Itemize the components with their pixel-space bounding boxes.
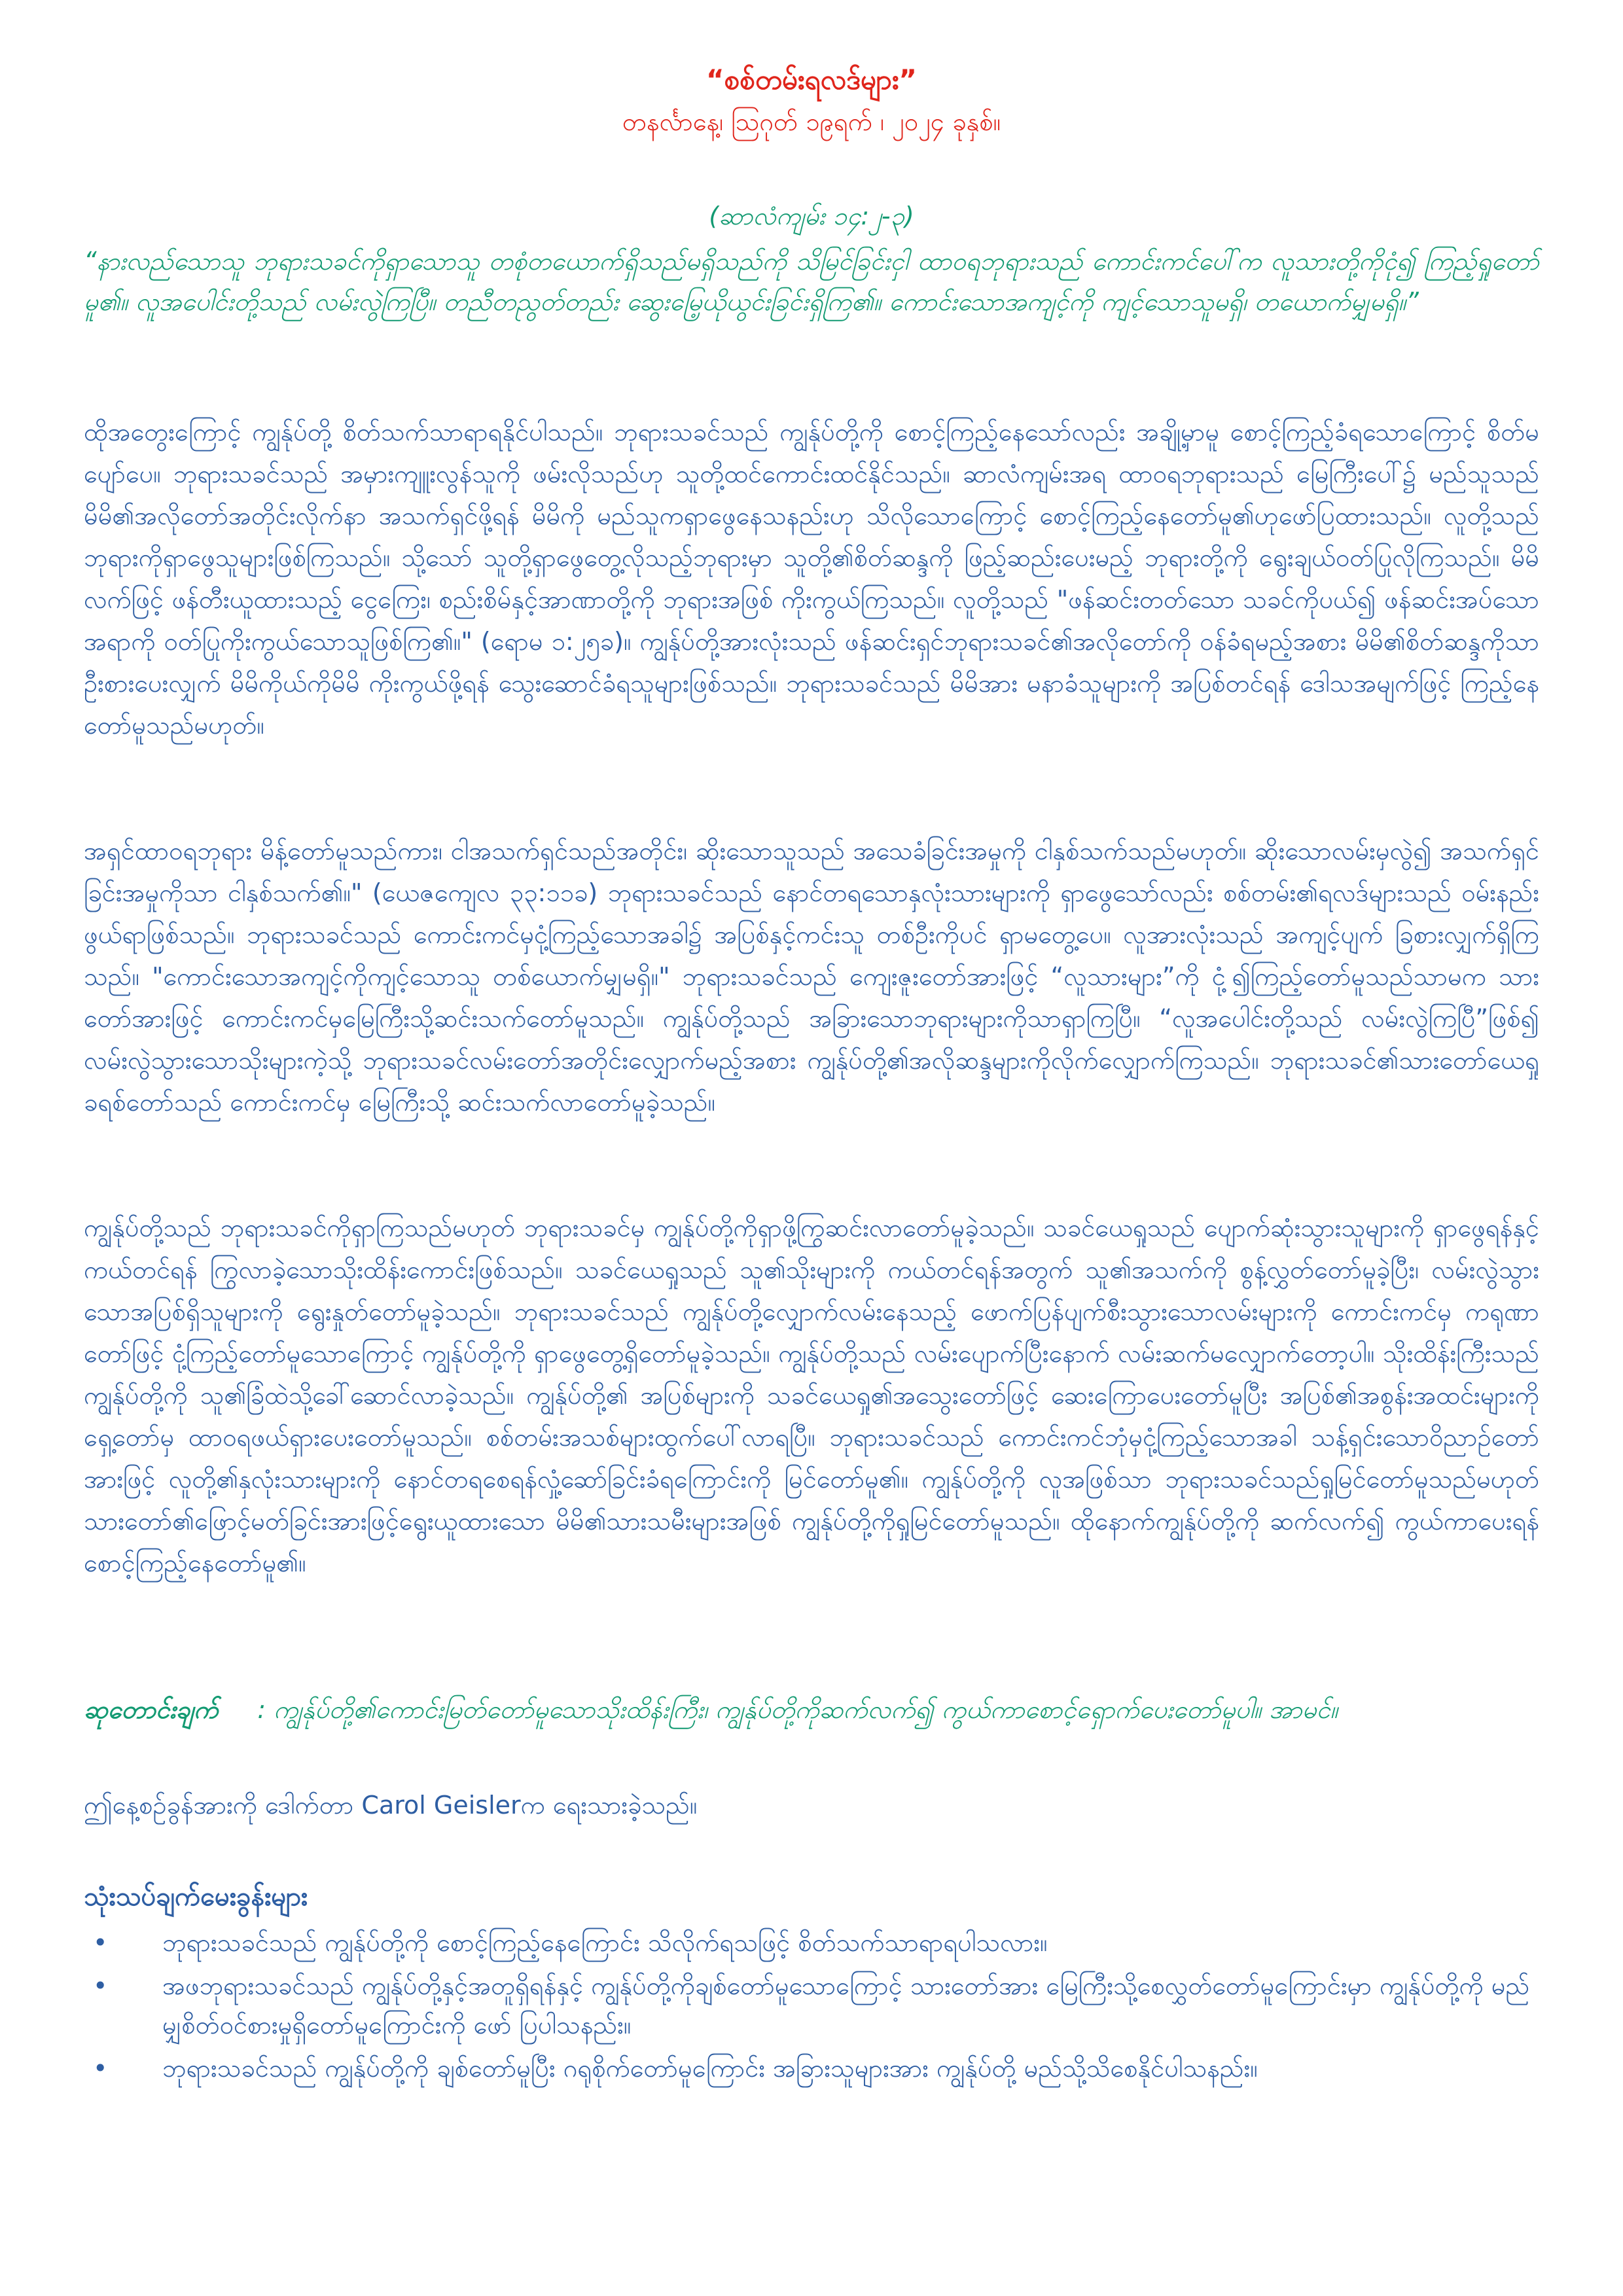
bullet-icon: • — [93, 1971, 108, 2000]
question-text: အဖဘုရားသခင်သည် ကျွန်ုပ်တို့နှင့်အတူရှိရန်နှင့် ကျွန်ုပ်တို့ကိုချစ်တော်မူသောကြောင့် သားတော်အား မြေကြီးသို့စေလွှတ်တော်မူကြောင်းမှာ ကျွန်ုပ်တို့ကို မည်မျှစိတ်ဝင်စားမှုရှိတော်မူကြောင်းကို ဖော် ပြပါသနည်း။ — [162, 1971, 1530, 2039]
prayer-text: : ကျွန်ုပ်တို့၏ကောင်းမြတ်တော်မူသောသိုးထိန်းကြီး၊ ကျွန်ုပ်တို့ကိုဆက်လက်၍ ကွယ်ကာစောင့်ရှောက်ပေးတော်မူပါ။ အာမင်။ — [257, 1695, 1338, 1724]
reflection-questions — [84, 1923, 1539, 2092]
list-item — [84, 2049, 1539, 2088]
body-paragraph-3: ကျွန်ုပ်တို့သည် ဘုရားသခင်ကိုရှာကြသည်မဟုတ် ဘုရားသခင်မှ ကျွန်ုပ်တို့ကိုရှာဖို့ကြွဆင်းလာတော်မူခဲ့သည်။ သခင်ယေရှုသည် ပျောက်ဆုံးသွားသူများကို ရှာဖွေရန်နှင့်ကယ်တင်ရန် ကြွလာခဲ့သောသိုးထိန်းကောင်းဖြစ်သည်။ သခင်ယေရှုသည် သူ၏သိုးများကို ကယ်တင်ရန်အတွက် သူ၏အသက်ကို စွန့်လွှတ်တော်မူခဲ့ပြီး၊ လမ်းလွဲသွားသောအပြစ်ရှိသူများကို ရွေးနှုတ်တော်မူခဲ့သည်။ ဘုရားသခင်သည် ကျွန်ုပ်တို့လျှောက်လမ်းနေသည့် ဖောက်ပြန်ပျက်စီးသွားသောလမ်းများကို ကောင်းကင်မှ ကရုဏာတော်ဖြင့် ငုံ့ကြည့်တော်မူသောကြောင့် ကျွန်ုပ်တို့ကို ရှာဖွေတွေ့ရှိတော်မူခဲ့သည်။ ကျွန်ုပ်တို့သည် လမ်းပျောက်ပြီးနောက် လမ်းဆက်မလျှောက်တော့ပါ။ သိုးထိန်းကြီးသည် ကျွန်ုပ်တို့ကို သူ၏ခြံထဲသို့ခေါ်ဆောင်လာခဲ့သည်။ ကျွန်ုပ်တို့၏ အပြစ်များကို သခင်ယေရှု၏အသွေးတော်ဖြင့် ဆေးကြောပေးတော်မူပြီး အပြစ်၏အစွန်းအထင်းများကို ရှေ့တော်မှ ထာဝရဖယ်ရှားပေးတော်မူသည်။ စစ်တမ်းအသစ်များထွက်ပေါ်လာရပြီ။ ဘုရားသခင်သည် ကောင်းကင်ဘုံမှငုံ့ကြည့်သောအခါ သန့်ရှင်းသောဝိညာဉ်တော်အားဖြင့် လူတို့၏နှလုံးသားများကို နောင်တရစေရန်လှုံ့ဆော်ခြင်းခံရကြောင်းကို မြင်တော်မူ၏။ ကျွန်ုပ်တို့ကို လူအဖြစ်သာ ဘုရားသခင်သည်ရှုမြင်တော်မူသည်မဟုတ် သားတော်၏ဖြောင့်မတ်ခြင်းအားဖြင့်ရွေးယူထားသော မိမိ၏သားသမီးများအဖြစ် ကျွန်ုပ်တို့ကိုရှုမြင်တော်မူသည်။ ထိုနောက်ကျွန်ုပ်တို့ကို ဆက်လက်၍ ကွယ်ကာပေးရန်စောင့်ကြည့်နေတော်မူ၏။ — [84, 1213, 1539, 1577]
scripture-reference: (ဆာလံကျမ်း ၁၄:၂-၃) — [709, 202, 914, 230]
question-text: ဘုရားသခင်သည် ကျွန်ုပ်တို့ကို ချစ်တော်မူပြီး ဂရုစိုက်တော်မူကြောင်း အခြားသူများအား ကျွန်ုပ်တို့ မည်သို့သိစေနိုင်ပါသနည်း။ — [162, 2054, 1258, 2083]
page-title: “စစ်တမ်းရလဒ်များ” — [706, 63, 917, 96]
prayer — [84, 1690, 1539, 1729]
prayer-label: ဆုတောင်းချက် — [84, 1695, 219, 1724]
scripture-text: “နားလည်သောသူ ဘုရားသခင်ကိုရှာသောသူ တစုံတယောက်ရှိသည်မရှိသည်ကို သိမြင်ခြင်းငှါ ထာဝရဘုရားသည် ကောင်းကင်ပေါ်က လူသားတို့ကိုငုံ၍ ကြည့်ရှုတော်မူ၏။ လူအပေါင်းတို့သည် လမ်းလွဲကြပြီ။ တညီတညွတ်တည်း ဆွေးမြေ့ယိုယွင်းခြင်းရှိကြ၏။ ကောင်းသောအကျင့်ကို ကျင့်သောသူမရှိ၊ တယောက်မျှမရှိ။” — [84, 247, 1539, 316]
list-item — [84, 1923, 1539, 1962]
body-paragraph-1: ထိုအတွေးကြောင့် ကျွန်ုပ်တို့ စိတ်သက်သာရာရနိုင်ပါသည်။ ဘုရားသခင်သည် ကျွန်ုပ်တို့ကို စောင့်ကြည့်နေသော်လည်း အချို့မှာမူ စောင့်ကြည့်ခံရသောကြောင့် စိတ်မပျော်ပေ။ ဘုရားသခင်သည် အမှားကျူးလွန်သူကို ဖမ်းလိုသည်ဟု သူတို့ထင်ကောင်းထင်နိုင်သည်။ ဆာလံကျမ်းအရ ထာဝရဘုရားသည် မြေကြီးပေါ်၌ မည်သူသည် မိမိ၏အလိုတော်အတိုင်းလိုက်နာ အသက်ရှင်ဖို့ရန် မိမိကို မည်သူကရှာဖွေနေသနည်းဟု သိလိုသောကြောင့် စောင့်ကြည့်နေတော်မူ၏ဟုဖော်ပြထားသည်။ လူတို့သည် ဘုရားကိုရှာဖွေသူများဖြစ်ကြသည်။ သို့သော် သူတို့ရှာဖွေတွေ့လိုသည့်ဘုရားမှာ သူတို့၏စိတ်ဆန္ဒကို ဖြည့်ဆည်းပေးမည့် ဘုရားတို့ကို ရွေးချယ်ဝတ်ပြုလိုကြသည်။ မိမိလက်ဖြင့် ဖန်တီးယူထားသည့် ငွေကြေး၊ စည်းစိမ်နှင့်အာဏာတို့ကို ဘုရားအဖြစ် ကိုးကွယ်ကြသည်။ လူတို့သည် "ဖန်ဆင်းတတ်သော သခင်ကိုပယ်၍ ဖန်ဆင်းအပ်သောအရာကို ဝတ်ပြုကိုးကွယ်သောသူဖြစ်ကြ၏။" (ရောမ ၁:၂၅ခ)။ ကျွန်ုပ်တို့အားလုံးသည် ဖန်ဆင်းရှင်ဘုရားသခင်၏အလိုတော်ကို ဝန်ခံရမည့်အစား မိမိ၏စိတ်ဆန္ဒကိုသာ ဦးစားပေးလျှက် မိမိကိုယ်ကိုမိမိ ကိုးကွယ်ဖို့ရန် သွေးဆောင်ခံရသူများဖြစ်သည်။ ဘုရားသခင်သည် မိမိအား မနာခံသူများကို အပြစ်တင်ရန် ဒေါသအမျက်ဖြင့် ကြည့်နေတော်မူသည်မဟုတ်။ — [84, 418, 1539, 740]
question-text: ဘုရားသခင်သည် ကျွန်ုပ်တို့ကို စောင့်ကြည့်နေကြောင်း သိလိုက်ရသဖြင့် စိတ်သက်သာရာရပါသလား။ — [162, 1928, 1048, 1957]
body-paragraph-2: အရှင်ထာဝရဘုရား မိန့်တော်မူသည်ကား၊ ငါအသက်ရှင်သည်အတိုင်း၊ ဆိုးသောသူသည် အသေခံခြင်းအမှုကို ငါနှစ်သက်သည်မဟုတ်။ ဆိုးသောလမ်းမှလွဲ၍ အသက်ရှင်ခြင်းအမှုကိုသာ ငါနှစ်သက်၏။" (ယေဇကျေလ ၃၃:၁၁ခ) ဘုရားသခင်သည် နောင်တရသောနှလုံးသားများကို ရှာဖွေသော်လည်း စစ်တမ်း၏ရလဒ်များသည် ဝမ်းနည်းဖွယ်ရာဖြစ်သည်။ ဘုရားသခင်သည် ကောင်းကင်မှငုံ့ကြည့်သောအခါ၌ အပြစ်နှင့်ကင်းသူ တစ်ဦးကိုပင် ရှာမတွေ့ပေ။ လူအားလုံးသည် အကျင့်ပျက် ခြစားလျှက်ရှိကြသည်။ "ကောင်းသောအကျင့်ကိုကျင့်သောသူ တစ်ယောက်မျှမရှိ။" ဘုရားသခင်သည် ကျေးဇူးတော်အားဖြင့် “လူသားများ”ကို ငုံ့၍ကြည့်တော်မူသည်သာမက သားတော်အားဖြင့် ကောင်းကင်မှမြေကြီးသို့ဆင်းသက်တော်မူသည်။ ကျွန်ုပ်တို့သည် အခြားသောဘုရားများကိုသာရှာကြပြီ။ “လူအပေါင်းတို့သည် လမ်းလွဲကြပြီ”ဖြစ်၍ လမ်းလွဲသွားသောသိုးများကဲ့သို့ ဘုရားသခင်လမ်းတော်အတိုင်းလျှောက်မည့်အစား ကျွန်ုပ်တို့၏အလိုဆန္ဒများကိုလိုက်လျှောက်ကြသည်။ ဘုရားသခင်၏သားတော်ယေရှုခရစ်တော်သည် ကောင်းကင်မှ မြေကြီးသို့ ဆင်းသက်လာတော်မူခဲ့သည်။ — [84, 836, 1539, 1117]
list-item — [84, 1966, 1539, 2045]
bullet-icon: • — [93, 2054, 108, 2083]
bullet-icon: • — [93, 1928, 108, 1957]
date-line: တနင်္လာနေ့၊ ဩဂုတ် ၁၉ရက် ၊ ၂၀၂၄ ခုနှစ်။ — [622, 107, 1001, 136]
author-credit: ဤနေ့စဉ်ခွန်အားကို ဒေါက်တာ Carol Geislerက ရေးသားခဲ့သည်။ — [84, 1791, 698, 1820]
reflection-heading: သုံးသပ်ချက်မေးခွန်းများ — [84, 1882, 308, 1912]
